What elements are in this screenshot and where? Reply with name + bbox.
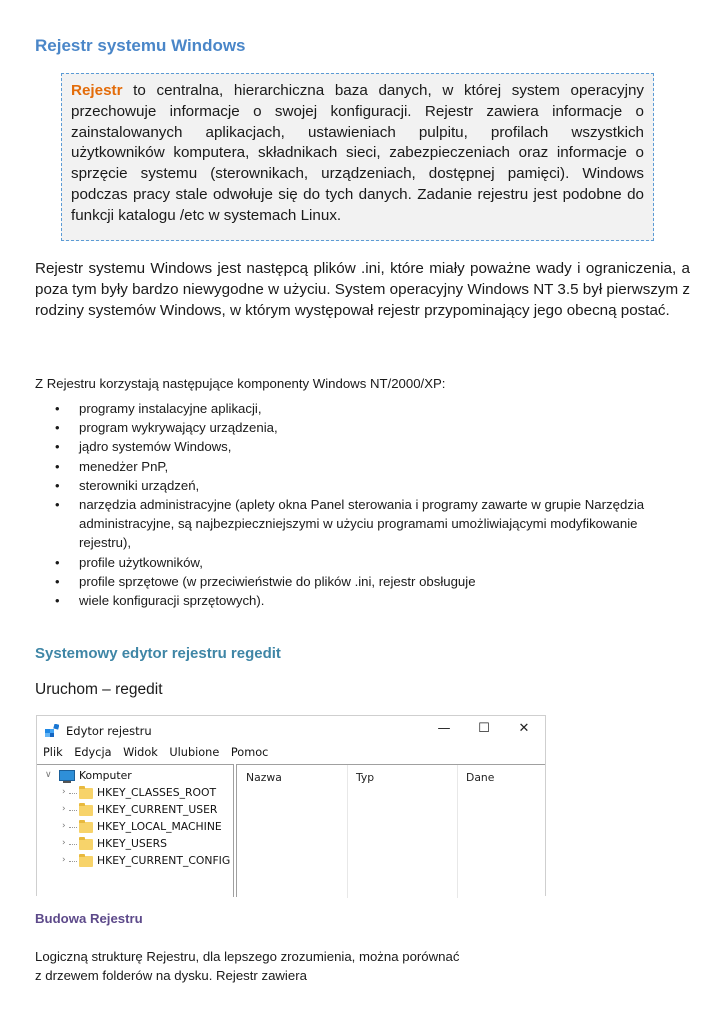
regedit-window [36, 715, 546, 896]
bullet-icon: • [55, 593, 60, 609]
bullet-icon: • [55, 477, 60, 493]
tree-connector [69, 844, 77, 845]
callout-text [71, 81, 644, 227]
components-intro: Z Rejestru korzystają następujące komponenty Windows NT/2000/XP: [35, 376, 446, 391]
list-item: • sterowniki urządzeń, [55, 476, 685, 495]
close-button[interactable]: ✕ [518, 721, 530, 736]
tree-connector [69, 861, 77, 862]
collapse-chevron-icon[interactable]: › [62, 855, 66, 865]
collapse-chevron-icon[interactable]: › [62, 787, 66, 797]
computer-icon [59, 770, 75, 781]
menu-pomoc[interactable]: Pomoc [230, 746, 269, 759]
list-item: • narzędzia administracyjne (aplety okna Panel sterowania i programy zawarte w grupie Narzędzia administracyjne, są najbezpieczniejszymi w użyciu programami umożliwiającymi modyfikowanie rejestru), [55, 497, 645, 551]
list-item: • profile sprzętowe (w przeciwieństwie do plików .ini, rejestr obsługuje [55, 572, 685, 591]
collapse-chevron-icon[interactable]: › [62, 804, 66, 814]
computer-stand [63, 781, 71, 783]
registry-editor-icon [45, 724, 59, 738]
list-item: • menedżer PnP, [55, 457, 685, 476]
window-title: Edytor rejestru [66, 724, 152, 738]
tree-node-hku[interactable]: HKEY_USERS [97, 837, 167, 850]
folder-icon [79, 805, 93, 816]
list-item: • jądro systemów Windows, [55, 437, 685, 456]
structure-line-1: Logiczną strukturę Rejestru, dla lepszego zrozumienia, można porównać [35, 949, 460, 964]
folder-icon [79, 822, 93, 833]
column-header-nazwa[interactable]: Nazwa [246, 771, 282, 784]
tree-node-hkcc[interactable]: HKEY_CURRENT_CONFIG [97, 854, 231, 867]
column-divider[interactable] [457, 765, 458, 898]
tree-pane [37, 764, 234, 897]
maximize-button[interactable]: ☐ [478, 721, 490, 736]
run-instruction: Uruchom – regedit [35, 681, 163, 698]
bullet-icon: • [55, 573, 60, 589]
expand-chevron-icon[interactable]: ∨ [45, 770, 52, 780]
tree-connector [69, 793, 77, 794]
values-pane [236, 764, 545, 897]
history-paragraph: Rejestr systemu Windows jest następcą plików .ini, które miały poważne wady i ograniczenia, a poza tym były bardzo niewygodne w użyciu. System operacyjny Windows NT 3.5 był pierwszym z rodziny systemów Windows, w którym występował rejestr przypominający jego obecną postać. [35, 260, 690, 320]
callout-keyword: Rejestr [71, 82, 123, 99]
list-item: • wiele konfiguracji sprzętowych). [55, 591, 685, 610]
page-title: Rejestr systemu Windows [35, 36, 246, 55]
tree-node-hkcr[interactable]: HKEY_CLASSES_ROOT [97, 786, 217, 799]
column-header-typ[interactable]: Typ [356, 771, 375, 784]
list-item: • program wykrywający urządzenia, [55, 418, 685, 437]
menu-bar [43, 746, 276, 759]
components-list [55, 399, 685, 610]
minimize-button[interactable]: — [437, 721, 451, 736]
list-item: • programy instalacyjne aplikacji, [55, 399, 685, 418]
structure-heading: Budowa Rejestru [35, 911, 143, 926]
tree-node-hklm[interactable]: HKEY_LOCAL_MACHINE [97, 820, 222, 833]
tree-connector [69, 810, 77, 811]
callout-body: to centralna, hierarchiczna baza danych, w której system operacyjny przechowuje informacje o swojej konfiguracji. Rejestr zawiera informacje o zainstalowanych aplikacjach, ustawieniach pulpitu, profilach wszystkich użytkowników komputera, składnikach sieci, zabezpieczeniach oraz informacje o sprzęcie systemu (sterownikach, urządzeniach, dostępnej pamięci). Windows podczas pracy stale odwołuje się do tych danych. Zadanie rejestru jest podobne do funkcji katalogu /etc w systemach Linux. [71, 82, 644, 224]
folder-icon [79, 856, 93, 867]
menu-plik[interactable]: Plik [43, 746, 63, 759]
bullet-icon: • [55, 420, 60, 436]
structure-paragraph [35, 947, 555, 985]
collapse-chevron-icon[interactable]: › [62, 838, 66, 848]
menu-ulubione[interactable]: Ulubione [169, 746, 220, 759]
tree-node-hkcu[interactable]: HKEY_CURRENT_USER [97, 803, 218, 816]
bullet-icon: • [55, 439, 60, 455]
bullet-icon: • [55, 401, 60, 416]
bullet-icon: • [55, 458, 60, 474]
definition-callout [61, 73, 654, 241]
window-titlebar [37, 716, 545, 746]
menu-widok[interactable]: Widok [123, 746, 158, 759]
list-item: • profile użytkowników, [55, 553, 685, 572]
bullet-icon: • [55, 554, 60, 570]
regedit-heading: Systemowy edytor rejestru regedit [35, 645, 281, 662]
folder-icon [79, 839, 93, 850]
menu-edycja[interactable]: Edycja [74, 746, 112, 759]
column-header-dane[interactable]: Dane [466, 771, 495, 784]
bullet-icon: • [55, 497, 60, 513]
structure-line-2: z drzewem folderów na dysku. Rejestr zawiera [35, 968, 307, 983]
tree-connector [69, 827, 77, 828]
collapse-chevron-icon[interactable]: › [62, 821, 66, 831]
tree-node-komputer[interactable]: Komputer [79, 769, 132, 782]
folder-icon [79, 788, 93, 799]
column-divider[interactable] [347, 765, 348, 898]
